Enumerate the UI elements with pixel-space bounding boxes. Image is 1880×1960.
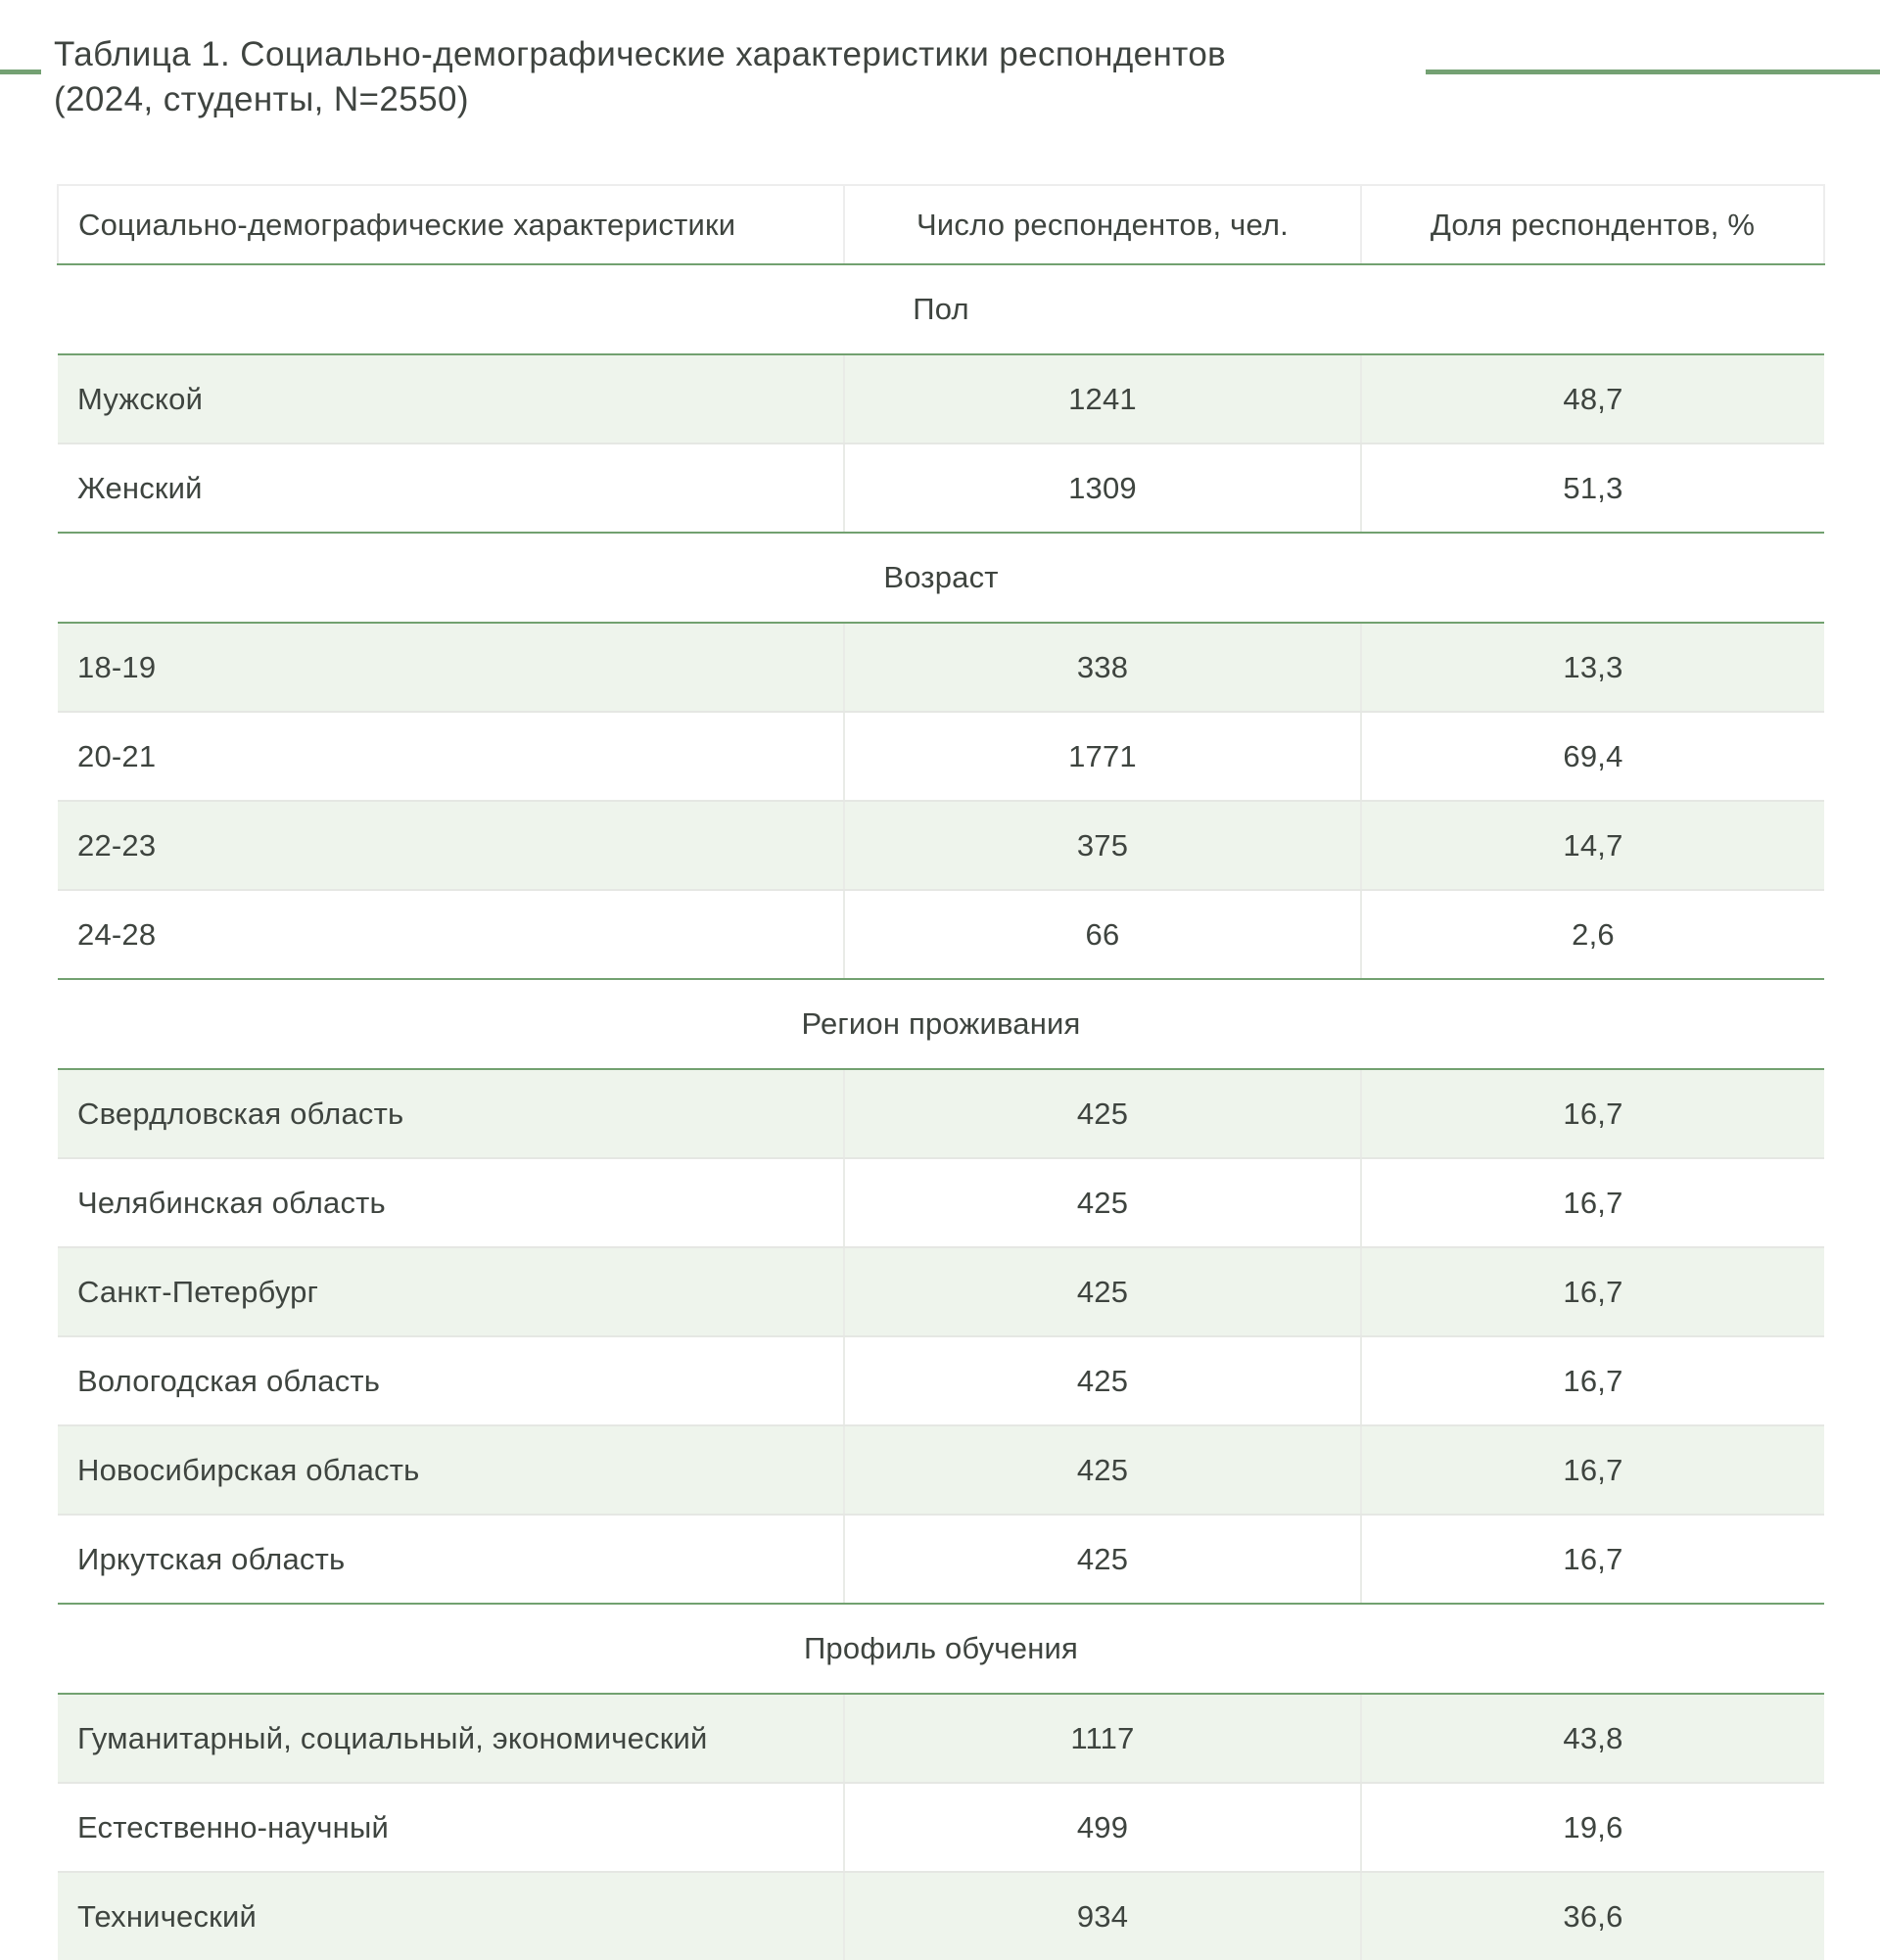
row-label-cell: 24-28 — [58, 890, 844, 979]
count-cell: 425 — [844, 1069, 1361, 1158]
row-label-cell: Женский — [58, 443, 844, 533]
table-row — [58, 1336, 1824, 1425]
count-cell: 934 — [844, 1872, 1361, 1960]
header-col-characteristics: Социально-демографические характеристики — [58, 185, 844, 264]
count-cell: 425 — [844, 1158, 1361, 1247]
row-label-cell: Технический — [58, 1872, 844, 1960]
table-row — [58, 1158, 1824, 1247]
percent-cell: 69,4 — [1361, 712, 1824, 801]
row-label-cell: Новосибирская область — [58, 1425, 844, 1515]
table-body — [58, 264, 1824, 1960]
table-row — [58, 623, 1824, 712]
section-row — [58, 979, 1824, 1069]
count-cell: 338 — [844, 623, 1361, 712]
section-label: Пол — [58, 264, 1824, 354]
table-row — [58, 1069, 1824, 1158]
table-header-row — [58, 185, 1824, 264]
table-row — [58, 890, 1824, 979]
count-cell: 1117 — [844, 1694, 1361, 1783]
row-label-cell: Мужской — [58, 354, 844, 443]
row-label-cell: Иркутская область — [58, 1515, 844, 1604]
section-label: Регион проживания — [58, 979, 1824, 1069]
section-row — [58, 1604, 1824, 1694]
percent-cell: 43,8 — [1361, 1694, 1824, 1783]
row-label-cell: Свердловская область — [58, 1069, 844, 1158]
percent-cell: 14,7 — [1361, 801, 1824, 890]
row-label-cell: 22-23 — [58, 801, 844, 890]
table-row — [58, 1247, 1824, 1336]
percent-cell: 48,7 — [1361, 354, 1824, 443]
percent-cell: 51,3 — [1361, 443, 1824, 533]
section-row — [58, 264, 1824, 354]
percent-cell: 36,6 — [1361, 1872, 1824, 1960]
table-row — [58, 354, 1824, 443]
table-row — [58, 712, 1824, 801]
row-label-cell: Гуманитарный, социальный, экономический — [58, 1694, 844, 1783]
table-row — [58, 443, 1824, 533]
count-cell: 1771 — [844, 712, 1361, 801]
percent-cell: 19,6 — [1361, 1783, 1824, 1872]
count-cell: 375 — [844, 801, 1361, 890]
title-accent-line — [1426, 70, 1880, 74]
table-row — [58, 1694, 1824, 1783]
table-row — [58, 1872, 1824, 1960]
count-cell: 425 — [844, 1515, 1361, 1604]
count-cell: 425 — [844, 1425, 1361, 1515]
percent-cell: 16,7 — [1361, 1158, 1824, 1247]
percent-cell: 16,7 — [1361, 1515, 1824, 1604]
demographics-table — [57, 184, 1825, 1960]
row-label-cell: Вологодская область — [58, 1336, 844, 1425]
page-title — [54, 32, 1226, 122]
table-row — [58, 1425, 1824, 1515]
count-cell: 499 — [844, 1783, 1361, 1872]
section-label: Возраст — [58, 533, 1824, 623]
percent-cell: 16,7 — [1361, 1336, 1824, 1425]
section-label: Профиль обучения — [58, 1604, 1824, 1694]
header-col-count: Число респондентов, чел. — [844, 185, 1361, 264]
percent-cell: 16,7 — [1361, 1069, 1824, 1158]
percent-cell: 16,7 — [1361, 1247, 1824, 1336]
row-label-cell: 20-21 — [58, 712, 844, 801]
count-cell: 425 — [844, 1247, 1361, 1336]
count-cell: 1241 — [844, 354, 1361, 443]
page-title-line1: Таблица 1. Социально-демографические характеристики респондентов — [54, 35, 1227, 73]
count-cell: 425 — [844, 1336, 1361, 1425]
percent-cell: 13,3 — [1361, 623, 1824, 712]
table-row — [58, 1515, 1824, 1604]
header-col-share: Доля респондентов, % — [1361, 185, 1824, 264]
count-cell: 1309 — [844, 443, 1361, 533]
table-row — [58, 801, 1824, 890]
row-label-cell: Челябинская область — [58, 1158, 844, 1247]
row-label-cell: 18-19 — [58, 623, 844, 712]
percent-cell: 16,7 — [1361, 1425, 1824, 1515]
title-accent-dash — [0, 70, 41, 74]
row-label-cell: Санкт-Петербург — [58, 1247, 844, 1336]
percent-cell: 2,6 — [1361, 890, 1824, 979]
section-row — [58, 533, 1824, 623]
count-cell: 66 — [844, 890, 1361, 979]
page-title-line2: (2024, студенты, N=2550) — [54, 80, 469, 118]
table-row — [58, 1783, 1824, 1872]
row-label-cell: Естественно-научный — [58, 1783, 844, 1872]
